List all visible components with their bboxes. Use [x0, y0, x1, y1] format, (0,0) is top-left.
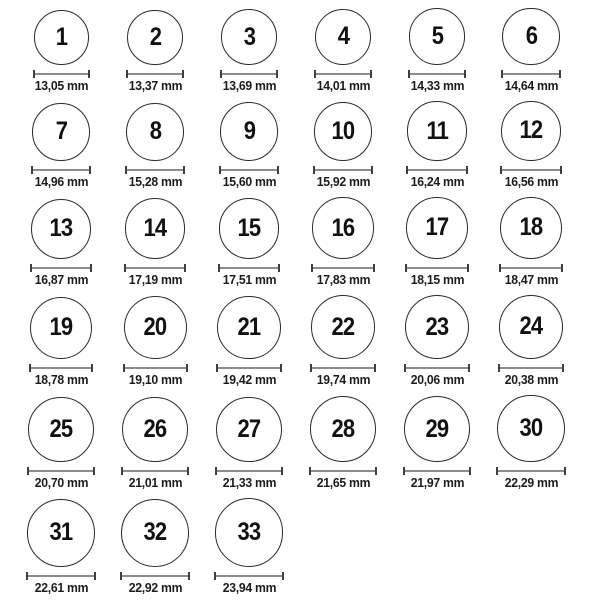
- diameter-ruler: [406, 166, 467, 174]
- ring-size-number: 5: [431, 22, 443, 51]
- ring-circle: [125, 198, 186, 259]
- diameter-ruler: [123, 364, 188, 372]
- ring-size-number: 4: [337, 22, 349, 51]
- ring-size-cell: [108, 103, 202, 190]
- ring-size-cell: [108, 296, 202, 388]
- ring-size-cell: [390, 396, 484, 492]
- ring-size-number: 8: [149, 117, 161, 146]
- diameter-ruler: [501, 70, 560, 78]
- diameter-label: 21,97 mm: [410, 475, 464, 491]
- ring-size-cell: [390, 197, 484, 288]
- chart-row: [14, 295, 600, 389]
- ring-circle: [216, 397, 282, 463]
- diameter-label: 14,64 mm: [504, 78, 558, 94]
- ring-circle: [405, 295, 469, 359]
- ring-size-cell: [484, 197, 578, 288]
- ring-circle: [499, 295, 564, 360]
- diameter-label: 23,94 mm: [222, 579, 276, 595]
- diameter-label: 13,37 mm: [128, 78, 182, 94]
- diameter-ruler: [310, 364, 376, 372]
- ring-size-cell: [202, 296, 296, 388]
- diameter-label: 14,01 mm: [316, 78, 370, 94]
- ring-size-cell: [108, 499, 202, 596]
- ring-circle: [219, 198, 280, 259]
- ring-circle: [127, 10, 182, 65]
- ring-circle: [27, 499, 95, 567]
- ring-circle: [217, 296, 280, 359]
- ring-size-cell: [14, 103, 108, 189]
- diameter-label: 19,42 mm: [222, 372, 276, 388]
- ring-size-cell: [296, 295, 390, 388]
- ring-circle: [215, 498, 283, 566]
- ring-size-number: 2: [149, 22, 161, 51]
- ring-size-number: 32: [143, 518, 167, 547]
- ring-size-number: 9: [243, 116, 255, 145]
- diameter-ruler: [27, 467, 94, 475]
- ring-size-number: 13: [49, 214, 73, 243]
- ring-size-number: 29: [425, 414, 449, 443]
- ring-size-cell: [14, 499, 108, 596]
- ring-circle: [409, 8, 466, 65]
- chart-row: [14, 101, 600, 190]
- ring-circle: [122, 397, 188, 463]
- ring-size-cell: [390, 101, 484, 189]
- diameter-ruler: [404, 364, 470, 372]
- ring-size-number: 11: [426, 116, 448, 145]
- ring-size-number: 10: [331, 116, 355, 145]
- ring-circle: [31, 199, 91, 259]
- diameter-ruler: [26, 572, 96, 580]
- ring-size-number: 16: [331, 213, 355, 242]
- diameter-label: 18,78 mm: [34, 372, 88, 388]
- diameter-ruler: [500, 166, 562, 174]
- diameter-ruler: [120, 572, 190, 580]
- chart-row: [14, 197, 600, 288]
- diameter-label: 16,87 mm: [34, 271, 88, 287]
- ring-size-number: 33: [237, 518, 261, 547]
- ring-size-cell: [108, 198, 202, 287]
- diameter-label: 21,01 mm: [128, 475, 182, 491]
- diameter-label: 17,83 mm: [316, 271, 370, 287]
- ring-size-number: 7: [55, 117, 67, 146]
- diameter-label: 18,47 mm: [504, 271, 558, 287]
- ring-size-number: 6: [525, 22, 537, 51]
- ring-circle: [32, 103, 90, 161]
- ring-size-cell: [202, 9, 296, 94]
- diameter-label: 14,33 mm: [410, 78, 464, 94]
- diameter-ruler: [408, 70, 467, 78]
- diameter-ruler: [311, 264, 374, 272]
- diameter-ruler: [31, 166, 91, 174]
- ring-size-number: 23: [425, 312, 449, 341]
- chart-row: [14, 8, 600, 94]
- ring-size-number: 27: [237, 414, 261, 443]
- diameter-ruler: [33, 70, 90, 78]
- ring-circle: [121, 499, 189, 567]
- diameter-ruler: [30, 264, 92, 272]
- ring-size-number: 21: [237, 313, 261, 342]
- diameter-ruler: [215, 467, 283, 475]
- ring-size-number: 25: [49, 415, 73, 444]
- diameter-label: 13,69 mm: [222, 78, 276, 94]
- ring-circle: [220, 102, 278, 160]
- diameter-label: 15,28 mm: [128, 173, 182, 189]
- diameter-ruler: [498, 364, 565, 372]
- diameter-label: 16,24 mm: [410, 173, 464, 189]
- ring-circle: [126, 103, 184, 161]
- diameter-label: 22,61 mm: [34, 579, 88, 595]
- diameter-ruler: [214, 572, 284, 580]
- diameter-ruler: [403, 467, 472, 475]
- diameter-label: 22,92 mm: [128, 579, 182, 595]
- ring-size-cell: [14, 199, 108, 288]
- diameter-ruler: [405, 264, 469, 272]
- ring-size-cell: [296, 9, 390, 94]
- diameter-ruler: [220, 70, 278, 78]
- diameter-label: 16,56 mm: [504, 173, 558, 189]
- ring-circle: [407, 101, 466, 160]
- diameter-label: 22,29 mm: [504, 475, 558, 491]
- ring-size-cell: [484, 295, 578, 389]
- diameter-ruler: [314, 70, 372, 78]
- diameter-label: 20,06 mm: [410, 372, 464, 388]
- diameter-label: 21,65 mm: [316, 475, 370, 491]
- ring-size-number: 12: [519, 116, 543, 145]
- ring-size-cell: [202, 498, 296, 595]
- ring-size-number: 14: [143, 213, 167, 242]
- ring-size-cell: [484, 395, 578, 491]
- ring-circle: [406, 197, 468, 259]
- diameter-label: 13,05 mm: [34, 78, 88, 94]
- ring-size-number: 26: [143, 415, 167, 444]
- diameter-ruler: [125, 166, 185, 174]
- diameter-label: 15,60 mm: [222, 173, 276, 189]
- ring-size-cell: [202, 102, 296, 189]
- ring-size-number: 31: [49, 518, 73, 547]
- diameter-label: 18,15 mm: [410, 271, 464, 287]
- diameter-ruler: [496, 467, 565, 475]
- ring-circle: [311, 295, 375, 359]
- ring-circle: [312, 197, 373, 258]
- diameter-ruler: [309, 467, 377, 475]
- ring-size-number: 30: [519, 414, 543, 443]
- diameter-label: 21,33 mm: [222, 475, 276, 491]
- ring-size-cell: [390, 295, 484, 388]
- diameter-label: 20,38 mm: [504, 372, 558, 388]
- ring-size-number: 24: [519, 312, 543, 341]
- diameter-label: 19,10 mm: [128, 372, 182, 388]
- ring-circle: [30, 297, 93, 360]
- ring-circle: [497, 395, 564, 462]
- ring-size-cell: [108, 397, 202, 491]
- ring-circle: [315, 9, 371, 65]
- diameter-label: 15,92 mm: [316, 173, 370, 189]
- ring-circle: [500, 197, 562, 259]
- diameter-ruler: [124, 264, 187, 272]
- ring-size-cell: [484, 8, 578, 94]
- diameter-label: 17,51 mm: [222, 271, 276, 287]
- ring-size-cell: [390, 8, 484, 94]
- chart-row: [14, 498, 600, 595]
- ring-size-number: 19: [49, 313, 73, 342]
- ring-circle: [314, 102, 373, 161]
- diameter-label: 14,96 mm: [34, 173, 88, 189]
- ring-size-number: 3: [243, 22, 255, 51]
- ring-size-cell: [108, 10, 202, 94]
- ring-circle: [34, 10, 89, 65]
- diameter-label: 20,70 mm: [34, 475, 88, 491]
- diameter-ruler: [219, 166, 279, 174]
- ring-circle: [502, 8, 559, 65]
- ring-circle: [404, 396, 471, 463]
- diameter-ruler: [216, 364, 281, 372]
- ring-size-number: 18: [519, 213, 543, 242]
- diameter-ruler: [218, 264, 281, 272]
- ring-size-cell: [484, 101, 578, 190]
- diameter-ruler: [499, 264, 563, 272]
- ring-size-number: 15: [237, 213, 261, 242]
- diameter-ruler: [126, 70, 183, 78]
- ring-circle: [310, 396, 376, 462]
- diameter-label: 17,19 mm: [128, 271, 182, 287]
- diameter-ruler: [121, 467, 189, 475]
- ring-size-number: 22: [331, 312, 355, 341]
- ring-size-number: 1: [55, 23, 67, 52]
- chart-row: [14, 395, 600, 491]
- ring-size-cell: [202, 198, 296, 288]
- ring-circle: [501, 101, 561, 161]
- diameter-ruler: [29, 364, 94, 372]
- ring-size-number: 17: [425, 213, 449, 242]
- ring-size-cell: [296, 197, 390, 287]
- ring-size-cell: [14, 297, 108, 389]
- diameter-ruler: [313, 166, 374, 174]
- ring-circle: [124, 296, 187, 359]
- ring-size-cell: [202, 397, 296, 492]
- ring-size-cell: [296, 396, 390, 491]
- ring-size-cell: [296, 102, 390, 190]
- ring-size-cell: [14, 10, 108, 94]
- ring-size-number: 28: [331, 414, 355, 443]
- ring-circle: [221, 9, 277, 65]
- ring-circle: [28, 397, 93, 462]
- ring-size-cell: [14, 397, 108, 491]
- ring-size-number: 20: [143, 313, 167, 342]
- diameter-label: 19,74 mm: [316, 372, 370, 388]
